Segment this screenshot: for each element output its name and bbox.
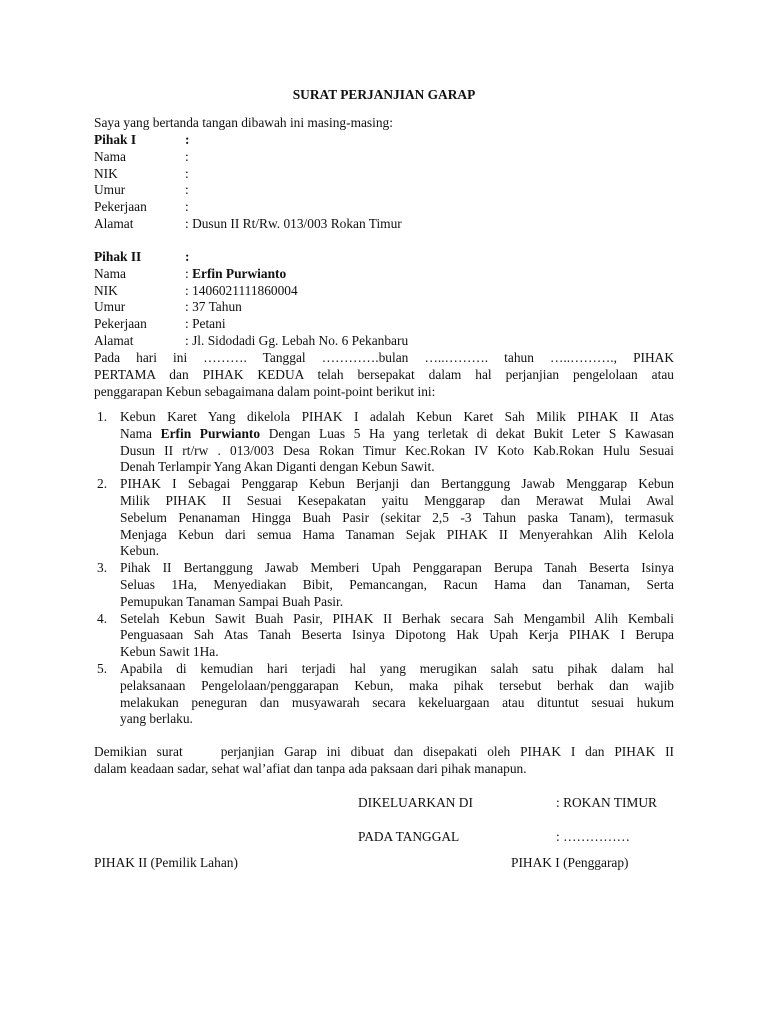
party-one-heading-colon: : — [185, 132, 190, 147]
clause-line: Denah Terlampir Yang Akan Diganti dengan Kebun Sawit. — [120, 459, 435, 475]
field-label: NIK — [94, 282, 118, 298]
clause-line: Dusun II rt/rw . 013/003 Desa Rokan Timur Kec.Rokan IV Koto Kab.Rokan Hulu Sesuai — [120, 442, 674, 458]
clause-line — [120, 426, 674, 443]
document-title: SURAT PERJANJIAN GARAP — [292, 87, 476, 102]
issued-date-value: : …………… — [556, 829, 631, 844]
party-two-name-row — [94, 266, 674, 283]
field-label: Umur — [94, 299, 126, 315]
clause-line: Kebun Sawit 1Ha. — [120, 644, 219, 660]
clause-item — [94, 611, 674, 661]
clause-line: Pemupukan Tanaman Sampai Buah Pasir. — [120, 593, 344, 609]
party-two-name-inline: Erfin Purwianto — [160, 425, 261, 441]
field-label: Pekerjaan — [94, 316, 147, 332]
closing-text: Demikian surat — [94, 744, 183, 759]
field-value — [185, 266, 286, 283]
clause-list — [94, 409, 674, 728]
clause-line: Seluas 1Ha, Menyediakan Bibit, Pemancangan, Racun Hama dan Tanaman, Serta — [120, 576, 674, 592]
party-one-heading: Pihak I — [94, 132, 137, 147]
field-label: Nama — [94, 148, 126, 164]
clause-item — [94, 661, 674, 728]
clause-line: Kebun. — [120, 543, 160, 559]
issued-place-label: DIKELUARKAN DI — [358, 795, 473, 810]
party-one-job-row — [94, 199, 674, 216]
field-value: : Jl. Sidodadi Gg. Lebah No. 6 Pekanbaru — [185, 332, 409, 348]
clause-line: Pihak II Bertanggung Jawab Memberi Upah Penggarapan Berupa Tanah Beserta Isinya — [120, 560, 674, 576]
clause-line: Milik PIHAK II Sesuai Kesepakatan yaitu Menggarap dan Merawat Mulai Awal — [120, 492, 674, 508]
field-label: Umur — [94, 182, 126, 198]
field-value: : — [185, 165, 189, 181]
paragraph-line — [94, 744, 674, 761]
field-prefix: : — [185, 265, 193, 281]
clause-item — [94, 476, 674, 560]
paragraph-line: PERTAMA dan PIHAK KEDUA telah bersepakat dalam hal perjanjian pengelolaan atau — [94, 366, 674, 382]
party-two-heading-row — [94, 249, 674, 266]
clause-line: Setelah Kebun Sawit Buah Pasir, PIHAK II Berhak secara Sah Mengambil Alih Kembali — [120, 610, 674, 626]
closing-text: perjanjian Garap ini dibuat dan disepakati oleh PIHAK I dan PIHAK II — [220, 744, 675, 759]
party-one-heading-row — [94, 132, 674, 149]
party-one-nik-row — [94, 166, 674, 183]
party-two-age-row — [94, 299, 674, 316]
party-two-job-row — [94, 316, 674, 333]
party-one-name-row — [94, 149, 674, 166]
field-label: Pekerjaan — [94, 199, 147, 215]
party-two-heading-colon: : — [185, 249, 190, 264]
field-label: Nama — [94, 265, 126, 281]
field-value: : Petani — [185, 316, 226, 332]
clause-item — [94, 560, 674, 610]
field-value: : Dusun II Rt/Rw. 013/003 Rokan Timur — [185, 215, 402, 231]
clause-number: 1. — [97, 409, 108, 424]
field-label: Alamat — [94, 215, 134, 231]
field-value: : — [185, 199, 189, 215]
intro-text: Saya yang bertanda tangan dibawah ini masing-masing: — [94, 115, 393, 130]
issued-place-value: : ROKAN TIMUR — [556, 795, 657, 810]
clause-line: PIHAK I Sebagai Penggarap Kebun Berjanji dan Bertanggung Jawab Menggarap Kebun — [120, 476, 674, 492]
clause-line: pelaksanaan Pengelolaan/penggarapan Kebun, maka pihak tersebut berhak dan wajib — [120, 677, 674, 693]
clause-text: Nama — [120, 425, 161, 441]
paragraph-line: dalam keadaan sadar, sehat wal’afiat dan tanpa ada paksaan dari pihak manapun. — [94, 760, 527, 776]
field-value: : — [185, 182, 189, 198]
signature-party-one: PIHAK I (Penggarap) — [511, 855, 629, 870]
clause-number: 4. — [97, 610, 108, 626]
clause-line: Menjaga Kebun dari semua Hama Tanaman Sejak PIHAK II Menyerahkan Alih Kelola — [120, 526, 674, 542]
clause-item — [94, 409, 674, 476]
field-value: : — [185, 148, 189, 164]
field-label: NIK — [94, 165, 118, 181]
party-one-address-row — [94, 216, 674, 233]
field-value: : 37 Tahun — [185, 299, 242, 315]
party-two-block — [94, 249, 674, 350]
clause-line: Apabila di kemudian hari terjadi hal yang merugikan salah satu pihak dalam hal — [120, 660, 674, 676]
issued-date-label: PADA TANGGAL — [358, 829, 460, 844]
clause-line: Kebun Karet Yang dikelola PIHAK I adalah Kebun Karet Sah Milik PIHAK II Atas — [120, 409, 674, 424]
party-two-nik-row — [94, 283, 674, 300]
party-two-address-row — [94, 333, 674, 350]
clause-line: melakukan peneguran dan musyawarah secara kekeluargaan atau dituntut sesuai hukum — [120, 694, 674, 710]
field-value: : 1406021111860004 — [185, 282, 298, 298]
clause-line: yang berlaku. — [120, 711, 193, 727]
clause-line: Sebelum Penanaman Hingga Buah Pasir (sekitar 2,5 -3 Tahun paska Tanam), termasuk — [120, 509, 674, 525]
paragraph-line: penggarapan Kebun sebagaimana dalam point-point berikut ini: — [94, 383, 436, 399]
party-one-block — [94, 132, 674, 233]
clause-number: 2. — [97, 476, 108, 492]
party-one-age-row — [94, 182, 674, 199]
party-two-heading: Pihak II — [94, 249, 142, 264]
clause-number: 3. — [97, 560, 108, 576]
paragraph-line: Pada hari ini ………. Tanggal ………….bulan …..………. tahun …..………., PIHAK — [94, 350, 674, 365]
party-two-name: Erfin Purwianto — [192, 265, 287, 281]
clause-line: Penguasaan Sah Atas Tanah Beserta Isinya Dipotong Hak Upah Kerja PIHAK I Berupa — [120, 627, 674, 643]
closing-paragraph — [94, 744, 674, 778]
signature-party-two: PIHAK II (Pemilik Lahan) — [94, 855, 238, 870]
agreement-paragraph — [94, 350, 674, 400]
clause-number: 5. — [97, 660, 108, 676]
field-label: Alamat — [94, 332, 134, 348]
clause-text: Dengan Luas 5 Ha yang terletak di dekat Bukit Leter S Kawasan — [260, 425, 675, 441]
